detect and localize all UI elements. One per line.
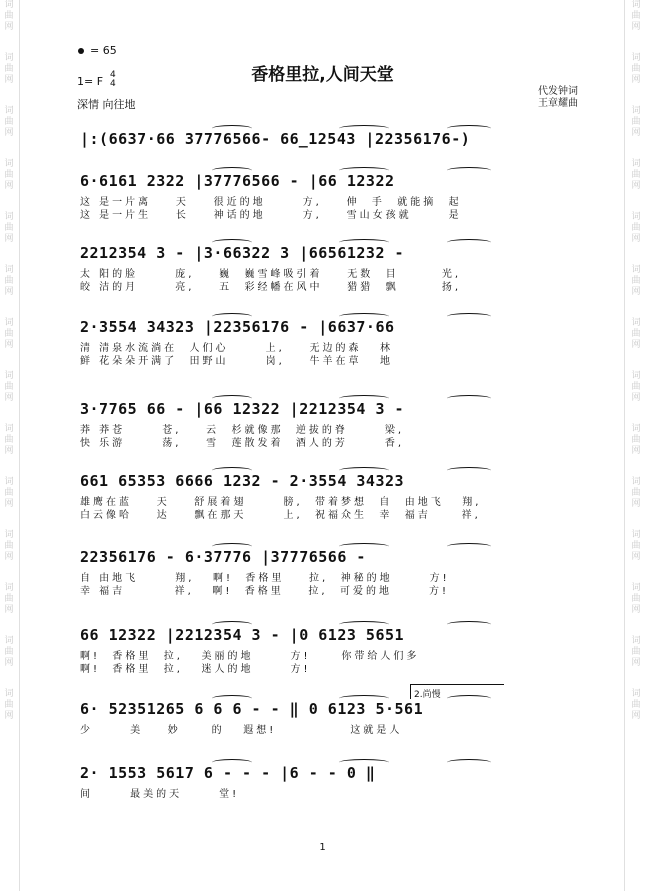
slur-mark: [212, 695, 252, 702]
watermark-text: 词 曲 网: [631, 0, 641, 32]
slur-mark: [339, 695, 389, 702]
time-signature: [110, 71, 116, 89]
slur-mark: [447, 239, 491, 246]
score-system: [80, 764, 560, 801]
notes-line: 661 65353 6666 1232 - 2·3554 34323: [80, 472, 405, 490]
lyrics-verse-1: 间 最美的天 堂!: [80, 789, 240, 800]
watermark-text: 词 曲 网: [631, 689, 641, 721]
left-watermark-column: [0, 0, 18, 891]
score-header: [0, 0, 645, 110]
watermark-text: 词 曲 网: [4, 477, 14, 509]
expression-marking: 深情 向往地: [77, 98, 136, 111]
watermark-text: 词 曲 网: [631, 159, 641, 191]
watermark-text: 词 曲 网: [631, 477, 641, 509]
watermark-text: 词 曲 网: [4, 636, 14, 668]
lyrics-verse-2: 快 乐游 荡, 雪 莲散发着 酒人的芳 香,: [80, 438, 405, 449]
slur-mark: [212, 543, 252, 550]
lyrics-verse-1: 少 美 妙 的 遐想! 这就是人: [80, 725, 403, 736]
watermark-text: 词 曲 网: [631, 583, 641, 615]
slur-mark: [212, 467, 252, 474]
slur-mark: [447, 759, 491, 766]
lyrics-verse-2: 这 是一片生 长 神话的地 方, 雪山女孩就 是: [80, 210, 462, 221]
score-system: [80, 472, 560, 522]
lyrics-verse-1: 雄鹰在蓝 天 舒展着翅 膀, 带着梦想 自 由地飞 翔,: [80, 497, 482, 508]
slur-mark: [339, 239, 389, 246]
credits: [538, 86, 578, 110]
watermark-text: 词 曲 网: [4, 530, 14, 562]
notes-line: 3·7765 66 - |66 12322 |2212354 3 -: [80, 400, 405, 418]
slur-mark: [447, 313, 491, 320]
tempo-marking: [78, 44, 117, 57]
lyrics-verse-1: 自 由地飞 翔, 啊! 香格里 拉, 神秘的地 方!: [80, 573, 450, 584]
slur-mark: [339, 759, 389, 766]
slur-mark: [212, 239, 252, 246]
watermark-text: 词 曲 网: [631, 265, 641, 297]
lyricist: 代发钟词: [538, 86, 578, 97]
watermark-text: 词 曲 网: [631, 53, 641, 85]
score-system: [80, 244, 560, 294]
slur-mark: [339, 125, 389, 132]
quarter-note-icon: [78, 48, 84, 54]
slur-mark: [212, 313, 252, 320]
watermark-text: 词 曲 网: [4, 424, 14, 456]
slur-mark: [212, 395, 252, 402]
watermark-text: 词 曲 网: [4, 106, 14, 138]
page-number: 1: [319, 842, 326, 853]
lyrics-verse-1: 啊! 香格里 拉, 美丽的地 方! 你带给人们多: [80, 651, 420, 662]
watermark-text: 词 曲 网: [631, 318, 641, 350]
watermark-text: 词 曲 网: [4, 371, 14, 403]
slur-mark: [339, 543, 389, 550]
slur-mark: [212, 167, 252, 174]
right-margin-line: [624, 0, 625, 891]
left-margin-line: [19, 0, 20, 891]
key-signature: 1= F: [77, 75, 104, 88]
watermark-text: 词 曲 网: [631, 106, 641, 138]
score-system: [80, 400, 560, 450]
watermark-text: 词 曲 网: [4, 212, 14, 244]
tempo-value: = 65: [90, 44, 117, 57]
lyrics-verse-1: 这 是一片离 天 很近的地 方, 伸 手 就能摘 起: [80, 197, 462, 208]
watermark-text: 词 曲 网: [4, 53, 14, 85]
watermark-text: 词 曲 网: [631, 530, 641, 562]
watermark-text: 词 曲 网: [631, 371, 641, 403]
slur-mark: [447, 467, 491, 474]
notes-line: 2· 1553 5617 6 - - - |6 - - 0 ‖: [80, 764, 376, 782]
lyrics-verse-1: 莽 莽苍 苍, 云 杉就像那 逆拔的脊 梁,: [80, 425, 405, 436]
composer: 王章耀曲: [538, 98, 578, 109]
watermark-text: 词 曲 网: [4, 583, 14, 615]
time-sig-top: 4: [110, 70, 116, 80]
slur-mark: [339, 313, 389, 320]
score-system: [80, 172, 560, 222]
volta-bracket: 2.尚慢: [410, 684, 504, 699]
watermark-text: 词 曲 网: [4, 0, 14, 32]
slur-mark: [212, 125, 252, 132]
notes-line: 2·3554 34323 |22356176 - |6637·66: [80, 318, 395, 336]
notes-line: 6· 52351265 6 6 6 - - ‖ 0 6123 5·561: [80, 700, 424, 718]
lyrics-verse-2: 皎 洁的月 亮, 五 彩经幡在风中 猎猎 飘 扬,: [80, 282, 462, 293]
score-system: [80, 318, 560, 368]
slur-mark: [212, 759, 252, 766]
slur-mark: [339, 621, 389, 628]
slur-mark: [447, 125, 491, 132]
notes-line: 66 12322 |2212354 3 - |0 6123 5651: [80, 626, 405, 644]
lyrics-verse-1: 清 清泉水流淌在 人们心 上, 无边的森 林: [80, 343, 394, 354]
time-sig-bottom: 4: [110, 79, 116, 89]
slur-mark: [447, 167, 491, 174]
notes-line: |:(6637·66 37776566- 66̲12543 |22356176-): [80, 130, 471, 148]
score-system: [80, 626, 560, 676]
slur-mark: [447, 621, 491, 628]
notes-line: 22356176 - 6·37776 |37776566 -: [80, 548, 366, 566]
right-watermark-column: [627, 0, 645, 891]
watermark-text: 词 曲 网: [4, 689, 14, 721]
notes-line: 2212354 3 - |3·66322 3 |66561232 -: [80, 244, 405, 262]
slur-mark: [212, 621, 252, 628]
slur-mark: [447, 695, 491, 702]
watermark-text: 词 曲 网: [631, 212, 641, 244]
slur-mark: [447, 395, 491, 402]
watermark-text: 词 曲 网: [4, 265, 14, 297]
watermark-text: 词 曲 网: [4, 318, 14, 350]
watermark-text: 词 曲 网: [631, 636, 641, 668]
watermark-text: 词 曲 网: [4, 159, 14, 191]
score-system: [80, 130, 560, 154]
score-system: [80, 690, 560, 737]
score-system: [80, 548, 560, 598]
song-title: 香格里拉,人间天堂: [251, 65, 394, 85]
watermark-text: 词 曲 网: [631, 424, 641, 456]
lyrics-verse-1: 太 阳的脸 庞, 巍 巍雪峰吸引着 无数 目 光,: [80, 269, 462, 280]
lyrics-verse-2: 鲜 花朵朵开满了 田野山 岗, 牛羊在草 地: [80, 356, 394, 367]
slur-mark: [339, 467, 389, 474]
lyrics-verse-2: 啊! 香格里 拉, 迷人的地 方!: [80, 664, 311, 675]
slur-mark: [447, 543, 491, 550]
slur-mark: [339, 395, 389, 402]
lyrics-verse-2: 幸 福吉 祥, 啊! 香格里 拉, 可爱的地 方!: [80, 586, 450, 597]
notes-line: 6·6161 2322 |37776566 - |66 12322: [80, 172, 395, 190]
slur-mark: [339, 167, 389, 174]
lyrics-verse-2: 白云像哈 达 飘在那天 上, 祝福众生 幸 福吉 祥,: [80, 510, 481, 521]
